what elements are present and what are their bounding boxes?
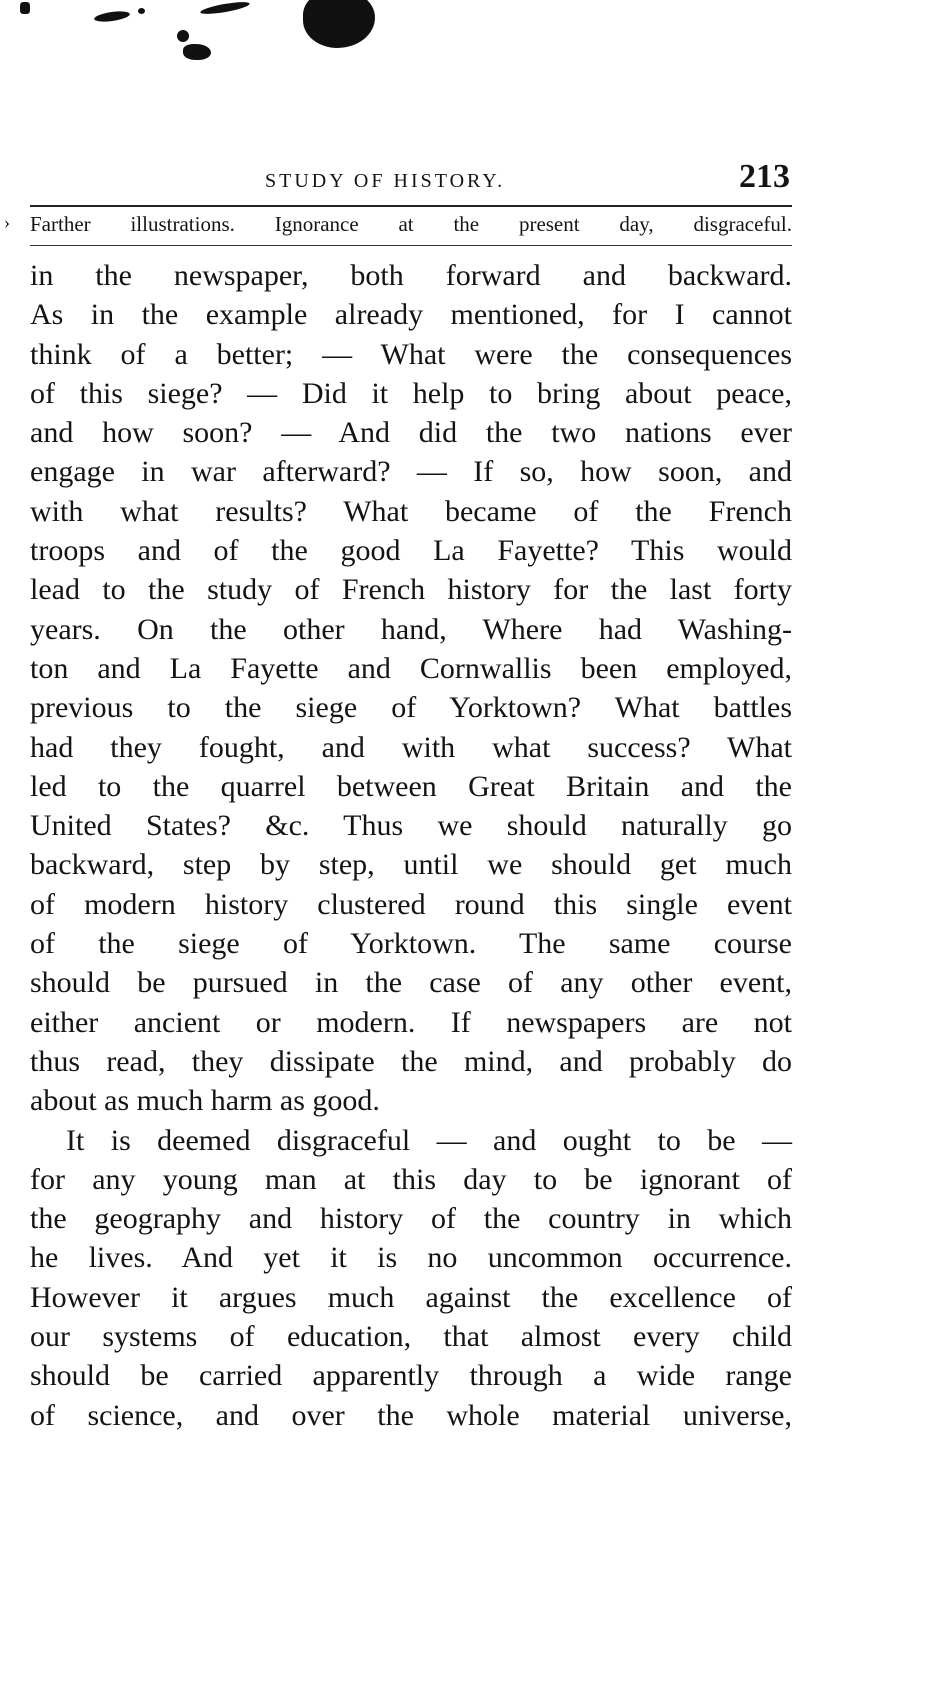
text-line: and how soon? — And did the two nations ever [30, 416, 792, 450]
topic-line: Farther illustrations. Ignorance at the present day, disgraceful. [30, 212, 792, 236]
text-line: of the siege of Yorktown. The same course [30, 927, 792, 961]
text-line: previous to the siege of Yorktown? What battles [30, 691, 792, 725]
text-line: of science, and over the whole material universe, [30, 1398, 792, 1432]
text-line: either ancient or modern. If newspapers are not [30, 1005, 792, 1039]
page-header [30, 150, 790, 200]
header-rule [30, 205, 792, 207]
text-line: think of a better; — What were the consequences [30, 337, 792, 371]
body-text [30, 256, 792, 1435]
ink-blot [94, 10, 131, 24]
ink-blot [183, 44, 211, 60]
text-line: of this siege? — Did it help to bring about peace, [30, 376, 792, 410]
text-line: our systems of education, that almost every child [30, 1320, 792, 1354]
text-line: years. On the other hand, Where had Washing- [30, 612, 792, 646]
margin-mark: › [4, 212, 10, 232]
ink-blot [177, 30, 189, 42]
text-line: the geography and history of the country in which [30, 1202, 792, 1236]
text-line: should be pursued in the case of any other event, [30, 966, 792, 1000]
text-line: thus read, they dissipate the mind, and probably do [30, 1044, 792, 1078]
text-line: backward, step by step, until we should get much [30, 848, 792, 882]
text-line: about as much harm as good. [30, 1084, 380, 1118]
text-line: for any young man at this day to be ignorant of [30, 1162, 792, 1196]
paragraph [30, 256, 792, 1121]
text-line: troops and of the good La Fayette? This would [30, 534, 792, 568]
text-line: lead to the study of French history for the last forty [30, 573, 792, 607]
topic-rule [30, 245, 792, 246]
text-line: As in the example already mentioned, for I cannot [30, 298, 792, 332]
running-head: STUDY OF HISTORY. [265, 170, 506, 192]
text-line: in the newspaper, both forward and backward. [30, 259, 792, 292]
text-line: should be carried apparently through a wide range [30, 1359, 792, 1393]
text-line: led to the quarrel between Great Britain and the [30, 769, 792, 803]
text-line: had they fought, and with what success? What [30, 730, 792, 764]
text-line: with what results? What became of the French [30, 494, 792, 528]
paragraph [30, 1121, 792, 1435]
text-line: However it argues much against the excellence of [30, 1280, 792, 1314]
text-line: of modern history clustered round this single event [30, 887, 792, 921]
ink-blot [303, 0, 375, 48]
text-line: United States? &c. Thus we should naturally go [30, 809, 792, 843]
text-line: he lives. And yet it is no uncommon occurrence. [30, 1241, 792, 1275]
ink-blot [138, 8, 145, 14]
text-line: It is deemed disgraceful — and ought to be — [66, 1123, 792, 1157]
page-number: 213 [739, 158, 790, 195]
ink-blot [200, 0, 251, 16]
ink-blot [20, 2, 30, 14]
text-line: ton and La Fayette and Cornwallis been employed, [30, 651, 792, 685]
text-line: engage in war afterward? — If so, how soon, and [30, 455, 792, 489]
